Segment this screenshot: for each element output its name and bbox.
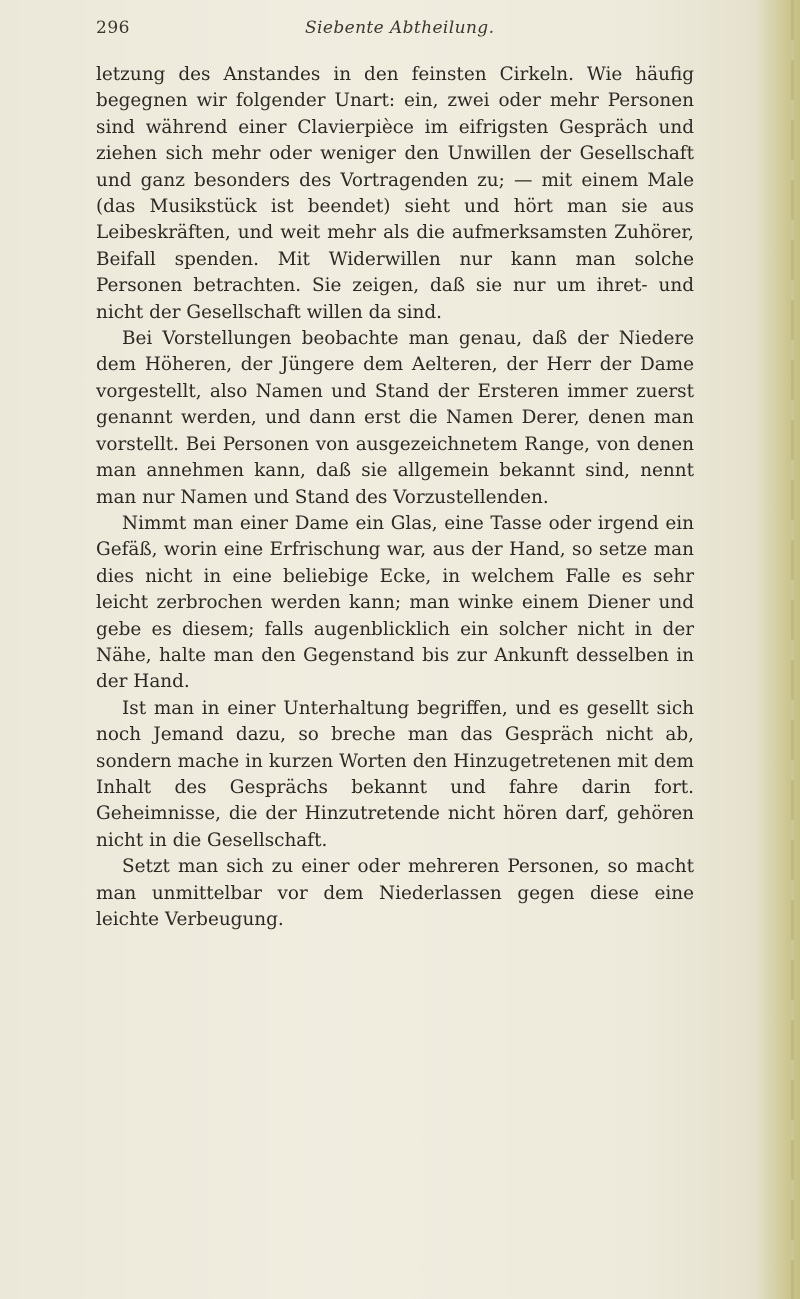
paragraph-5: Setzt man sich zu einer oder mehreren Personen, so macht man unmittelbar vor dem Niederlassen gegen diese eine leichte Verbeugung. xyxy=(96,856,694,930)
page-number: 296 xyxy=(96,18,130,38)
page-header xyxy=(0,18,800,42)
paragraph-4: Ist man in einer Unterhaltung begriffen, und es gesellt sich noch Jemand dazu, so breche man das Gespräch nicht ab, sondern mache in kurzen Worten den Hinzugetretenen mit dem Inhalt des Gesprächs bekannt und fahre darin fort. Geheimnisse, die der Hinzutretende nicht hören darf, gehören nicht in die Gesellschaft. xyxy=(96,697,694,851)
paragraph-1: letzung des Anstandes in den feinsten Cirkeln. Wie häufig begegnen wir folgender Unart: ein, zwei oder mehr Personen sind während einer Clavierpièce im eifrigsten Gespräch und ziehen sich mehr oder weniger den Unwillen der Gesellschaft und ganz besonders des Vortragenden zu; — mit einem Male (das Musikstück ist beendet) sieht und hört man sie aus Leibeskräften, und weit mehr als die aufmerksamsten Zuhörer, Beifall spenden. Mit Widerwillen nur kann man solche Personen betrachten. Sie zeigen, daß sie nur um ihret- und nicht der Gesellschaft willen da sind. xyxy=(96,64,694,323)
paragraph-3: Nimmt man einer Dame ein Glas, eine Tasse oder irgend ein Gefäß, worin eine Erfrischung war, aus der Hand, so setze man dies nicht in eine beliebige Ecke, in welchem Falle es sehr leicht zerbrochen werden kann; man winke einem Diener und gebe es diesem; falls augenblicklich ein solcher nicht in der Nähe, halte man den Gegenstand bis zur Ankunft desselben in der Hand. xyxy=(96,512,694,693)
body-text xyxy=(96,62,694,933)
paragraph-2: Bei Vorstellungen beobachte man genau, daß der Niedere dem Höheren, der Jüngere dem Aelteren, der Herr der Dame vorgestellt, also Namen und Stand der Ersteren immer zuerst genannt werden, und dann erst die Namen Derer, denen man vorstellt. Bei Personen von ausgezeichnetem Range, von denen man annehmen kann, daß sie allgemein bekannt sind, nennt man nur Namen und Stand des Vorzustellenden. xyxy=(96,328,694,508)
page-edge-shading xyxy=(756,0,800,1299)
running-head: Siebente Abtheilung. xyxy=(305,18,495,38)
